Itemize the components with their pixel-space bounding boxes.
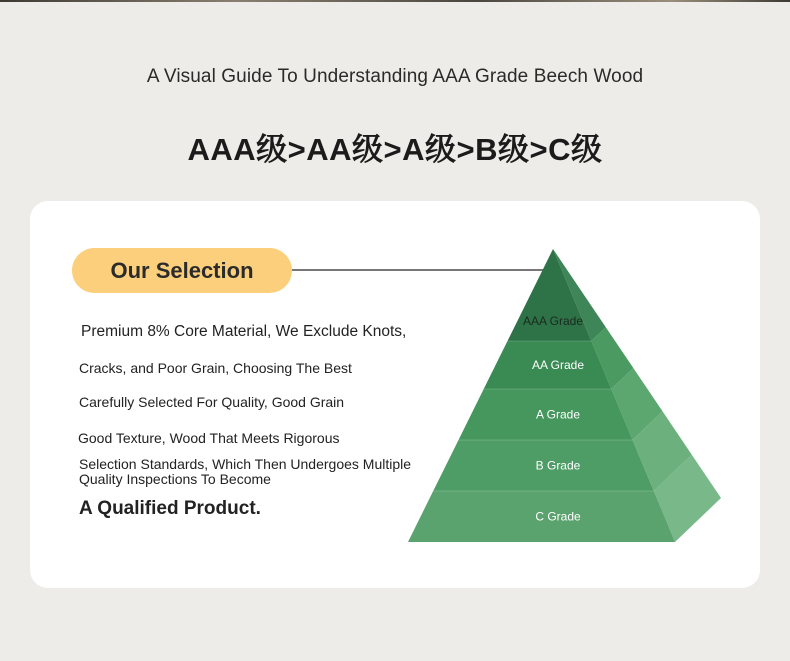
description-line: Carefully Selected For Quality, Good Grain [79, 394, 345, 410]
pyramid-tier-label: C Grade [535, 509, 581, 524]
pyramid-tier-label: B Grade [535, 458, 581, 473]
pyramid-tier-label: AAA Grade [522, 314, 584, 328]
grade-ranking-headline: AAA级>AA级>A级>B级>C级 [187, 132, 603, 167]
pyramid-tier-label: AA Grade [531, 358, 585, 372]
description-closing-line: A Qualified Product. [79, 498, 261, 519]
description-line: Good Texture, Wood That Meets Rigorous [78, 430, 340, 446]
description-line: Premium 8% Core Material, We Exclude Knots, [81, 323, 407, 340]
page-subtitle: A Visual Guide To Understanding AAA Grade Beech Wood [146, 66, 644, 87]
description-line: Cracks, and Poor Grain, Choosing The Best [79, 360, 352, 376]
our-selection-badge: Our Selection [72, 248, 292, 293]
pyramid-tier-label: A Grade [535, 407, 581, 422]
description-line: Selection Standards, Which Then Undergoes Multiple Quality Inspections To Become [79, 456, 412, 487]
